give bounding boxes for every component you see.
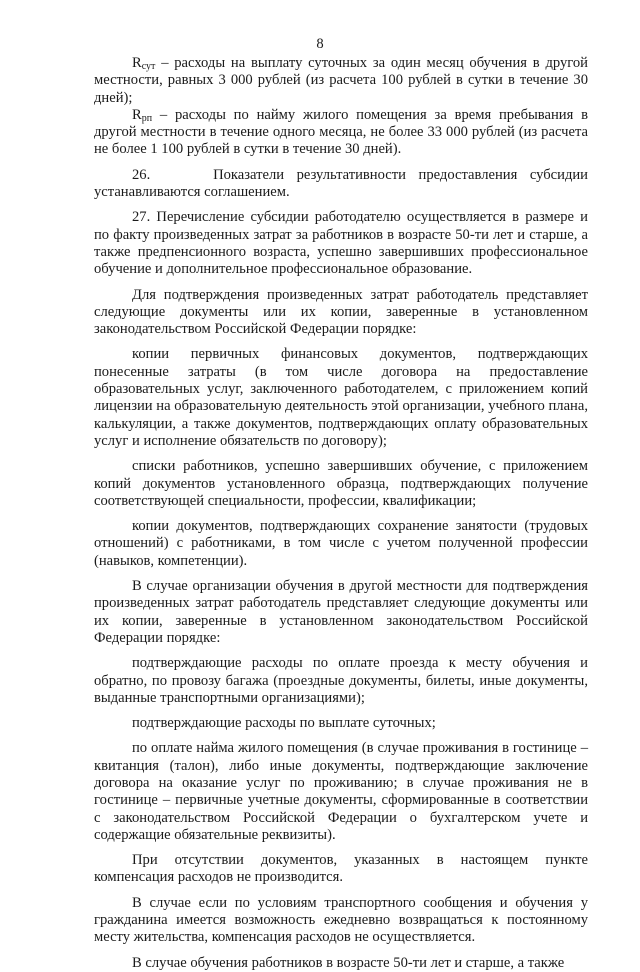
paragraph-rrp	[94, 107, 588, 159]
paragraph: В случае если по условиям транспортного сообщения и обучения у гражданина имеется возможность ежедневно возвращаться к постоянному месту жительства, компенсация расходов не осуществляется.	[94, 894, 588, 946]
page-number: 8	[316, 36, 324, 52]
document-body	[94, 55, 588, 972]
paragraph-continued: В случае обучения работников в возрасте 50-ти лет и старше, а также	[132, 954, 565, 971]
paragraph: копии документов, подтверждающих сохранение занятости (трудовых отношений) с работниками, в том числе с учетом полученной профессии (навыков, компетенции).	[94, 518, 588, 569]
formula-symbol: R	[132, 106, 142, 123]
formula-symbol: R	[132, 55, 142, 71]
paragraph: подтверждающие расходы по оплате проезда к месту обучения и обратно, по провозу багажа (проездные документы, билеты, иные документы, выданные транспортными организациями);	[94, 655, 588, 706]
paragraph: по оплате найма жилого помещения (в случае проживания в гостинице – квитанция (талон), либо иные документы, подтверждающие заключение договора на оказание услуг по проживанию; в случае проживания не в гостинице – первичные учетные документы, сформированные в соответствии с законодательством Российской Федерации о бухгалтерском учете и содержащие обязательные реквизиты).	[94, 740, 588, 843]
paragraph-rsut	[94, 55, 588, 107]
paragraph-item-26: 26. Показатели результативности предоставления субсидии устанавливаются соглашением.	[94, 166, 588, 201]
paragraph: В случае организации обучения в другой местности для подтверждения произведенных затрат работодатель представляет следующие документы или их копии, заверенные в установленном законодательством Российской Федерации порядке:	[94, 578, 588, 646]
formula-subscript: рп	[141, 112, 153, 124]
paragraph: При отсутствии документов, указанных в настоящем пункте компенсация расходов не производится.	[94, 852, 588, 886]
paragraph: подтверждающие расходы по выплате суточных;	[132, 715, 436, 732]
paragraph-text: – расходы по найму жилого помещения за время пребывания в другой местности в течение одного месяца, не более 33 000 рублей (из расчета не более 1 100 рублей в сутки в течение 30 дней).	[94, 106, 588, 158]
formula-subscript: сут	[141, 61, 156, 72]
paragraph: копии первичных финансовых документов, подтверждающих понесенные затраты (в том числе договора на предоставление образовательных услуг, заключенного работодателем, с приложением копий лицензии на образовательную деятельность этой организации, учебного плана, калькуляции, а также документов, подтверждающих оплату образовательных услуг и исполнение обязательств по договору);	[94, 346, 588, 449]
paragraph: списки работников, успешно завершивших обучение, с приложением копий документов установленного образца, подтверждающих получение соответствующей специальности, профессии, квалификации;	[94, 458, 588, 509]
paragraph: Для подтверждения произведенных затрат работодатель представляет следующие документы или их копии, заверенные в установленном законодательством Российской Федерации порядке:	[94, 286, 588, 338]
paragraph-item-27: 27. Перечисление субсидии работодателю осуществляется в размере и по факту произведенных затрат за работников в возрасте 50-ти лет и старше, а также предпенсионного возраста, успешно завершивших профессиональное обучение и дополнительное профессиональное образование.	[94, 209, 588, 278]
paragraph-text: – расходы на выплату суточных за один месяц обучения в другой местности, равных 3 000 рублей (из расчета 100 рублей в сутки в течение 30 дней);	[94, 55, 588, 106]
